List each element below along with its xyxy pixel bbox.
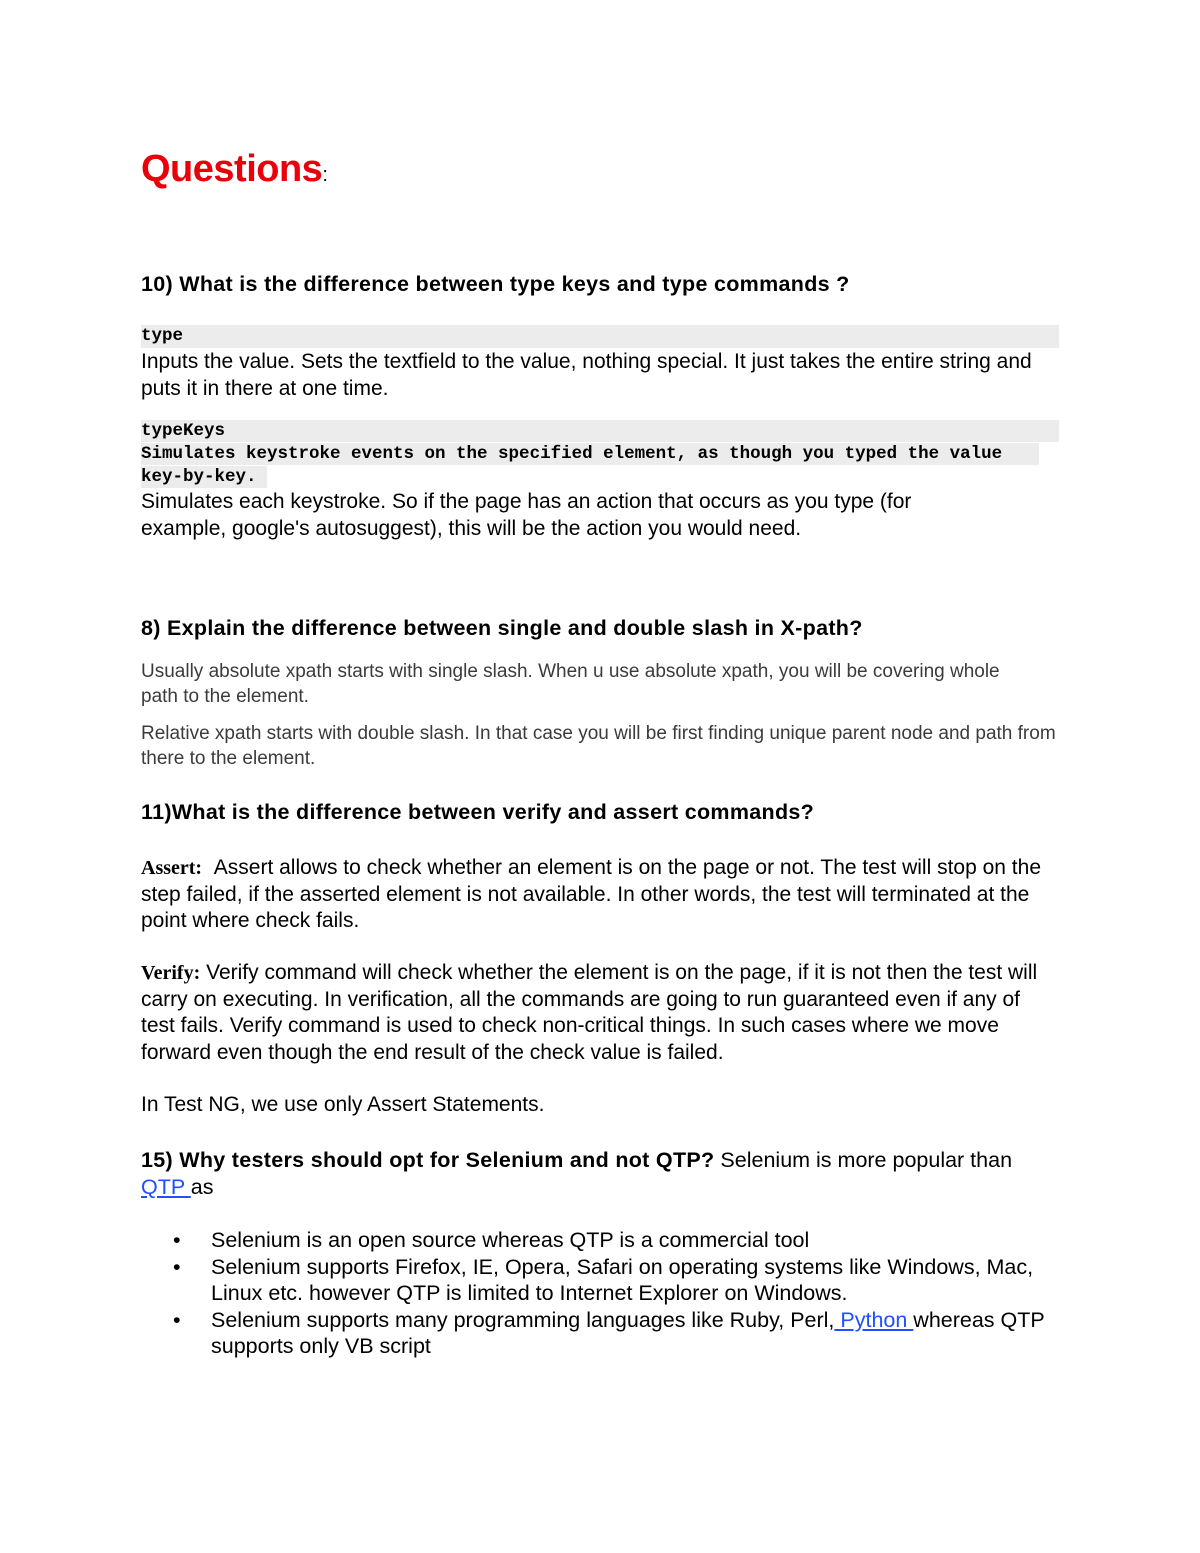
list-item-text: Selenium supports Firefox, IE, Opera, Safari on operating systems like Windows, Mac, Linux etc. however QTP is limited to Internet Explorer on Windows. xyxy=(211,1254,1034,1305)
q8-paragraph-2: Relative xpath starts with double slash. In that case you will be first finding unique parent node and path from there to the element. xyxy=(141,723,1056,769)
verify-text: Verify command will check whether the element is on the page, if it is not then the test will carry on executing. In verification, all the commands are going to run guaranteed even if any of test fails. Verify command is used to check non-critical things. In such cases where we move forward even though the end result of the check value is failed. xyxy=(141,961,1038,1064)
list-item-text-end: whereas QTP supports only VB script xyxy=(211,1307,1045,1358)
typekeys-description: Simulates each keystroke. So if the page has an action that occurs as you type (for example, google's autosuggest), this will be the action you would need. xyxy=(141,490,912,540)
bullet-icon: • xyxy=(173,1254,181,1279)
type-label: type xyxy=(141,326,184,346)
q15-intro-end: as xyxy=(190,1174,214,1199)
qtp-link[interactable]: QTP xyxy=(141,1174,191,1199)
verify-paragraph xyxy=(141,960,1046,1066)
list-item xyxy=(141,1307,1061,1360)
type-description: Inputs the value. Sets the textfield to the value, nothing special. It just takes the entire string and puts it in there at one time. xyxy=(141,350,1032,400)
q8-heading: 8) Explain the difference between single and double slash in X-path? xyxy=(141,616,863,640)
typekeys-label: typeKeys xyxy=(141,421,226,441)
bullet-icon: • xyxy=(173,1228,181,1252)
assert-label: Assert: xyxy=(141,857,203,879)
q10-heading: 10) What is the difference between type keys and type commands ? xyxy=(141,272,850,296)
bullet-icon: • xyxy=(173,1307,181,1332)
list-item-text: Selenium is an open source whereas QTP is a commercial tool xyxy=(211,1228,810,1252)
list-item xyxy=(141,1254,1061,1307)
page-title xyxy=(141,148,327,191)
selenium-advantages-list xyxy=(141,1227,1061,1360)
type-code-block xyxy=(141,325,1059,348)
title-text: Questions xyxy=(141,148,323,190)
q15-intro: Selenium is more popular than xyxy=(714,1148,1013,1172)
q8-paragraph-1: Usually absolute xpath starts with single slash. When u use absolute xpath, you will be covering whole path to the element. xyxy=(141,661,1000,707)
typekeys-code-line2: key-by-key. xyxy=(141,467,257,487)
q15-paragraph xyxy=(141,1147,1061,1200)
testng-note: In Test NG, we use only Assert Statements. xyxy=(141,1093,545,1116)
verify-label: Verify: xyxy=(141,962,201,984)
typekeys-code-block xyxy=(141,420,1059,442)
list-item-text: Selenium supports many programming languages like Ruby, Perl, xyxy=(211,1307,835,1332)
title-colon: : xyxy=(322,164,328,186)
typekeys-code-line1: Simulates keystroke events on the specified element, as though you typed the value xyxy=(141,444,1003,464)
q15-heading: 15) Why testers should opt for Selenium and not QTP? xyxy=(141,1148,715,1172)
q11-heading: 11)What is the difference between verify and assert commands? xyxy=(141,800,815,824)
assert-paragraph xyxy=(141,855,1056,935)
python-link[interactable]: Python xyxy=(834,1307,914,1332)
list-item xyxy=(141,1227,1061,1254)
assert-text: Assert allows to check whether an element is on the page or not. The test will stop on the step failed, if the asserted element is not available. In other words, the test will terminated at the point where check fails. xyxy=(141,856,1041,932)
